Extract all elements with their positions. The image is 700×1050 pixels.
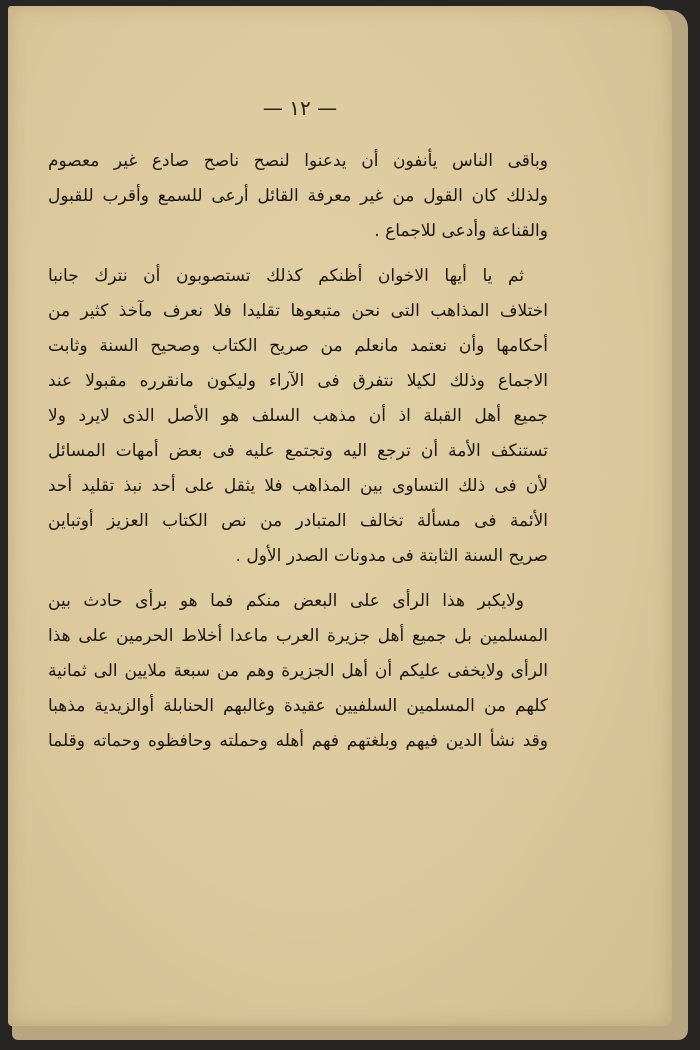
text-line: الرأى ولايخفى عليكم أن أهل الجزيرة وهم من سبعة ملايين الى ثمانية [48,661,548,681]
text-line: الاجماع وذلك لكيلا نتفرق فى الآراء وليكون مانقرره مقبولا عند [48,371,548,391]
text-line: أحكامها وأن نعتمد مانعلم من صريح الكتاب وصحيح السنة وثابت [48,336,548,356]
text-line: جميع أهل القبلة اذ أن مذهب السلف هو الأصل الذى لايرد ولا [48,406,548,426]
text-line: الأئمة فى مسألة تخالف المتبادر من نص الكتاب العزيز أوتباين [48,511,548,531]
body-text [48,144,548,759]
text-line: ولايكبر هذا الرأى على البعض منكم فما هو برأى حادث بين [48,591,524,611]
text-line: تستنكف الأمة أن ترجع اليه وتجتمع عليه فى بعض أمهات المسائل [48,441,548,461]
text-line: وقد نشأ الدين فيهم وبلغتهم فهم أهله وحملته وحافظوه وحماته وقلما [48,731,548,751]
paragraph-1 [48,144,548,249]
text-line: ثم يا أيها الاخوان أظنكم كذلك تستصوبون أن نترك جانبا [48,266,524,286]
paragraph-2 [48,259,548,574]
page-number: — ١٢ — [262,96,338,120]
text-line: المسلمين بل جميع أهل جزيرة العرب ماعدا أخلاط الحرمين على هذا [48,626,548,646]
book-page [8,6,672,1026]
text-line: لأن فى ذلك التساوى بين المذاهب فلا يثقل على أحد نبذ تقليد أحد [48,476,548,496]
text-line: والقناعة وأدعى للاجماع . [374,221,548,241]
text-line: صريح السنة الثابتة فى مدونات الصدر الأول . [235,546,548,566]
text-line: وباقى الناس يأنفون أن يدعنوا لنصح ناصح صادع غير معصوم [48,151,548,171]
text-line: كلهم من المسلمين السلفيين عقيدة وغالبهم الحنابلة أوالزيدية مذهبا [48,696,548,716]
text-line: ولذلك كان القول من غير معرفة القائل أرعى للسمع وأقرب للقبول [48,186,548,206]
paragraph-3 [48,584,548,759]
text-line: اختلاف المذاهب التى نحن متبعوها تقليدا فلا نعرف مآخذ كثير من [48,301,548,321]
